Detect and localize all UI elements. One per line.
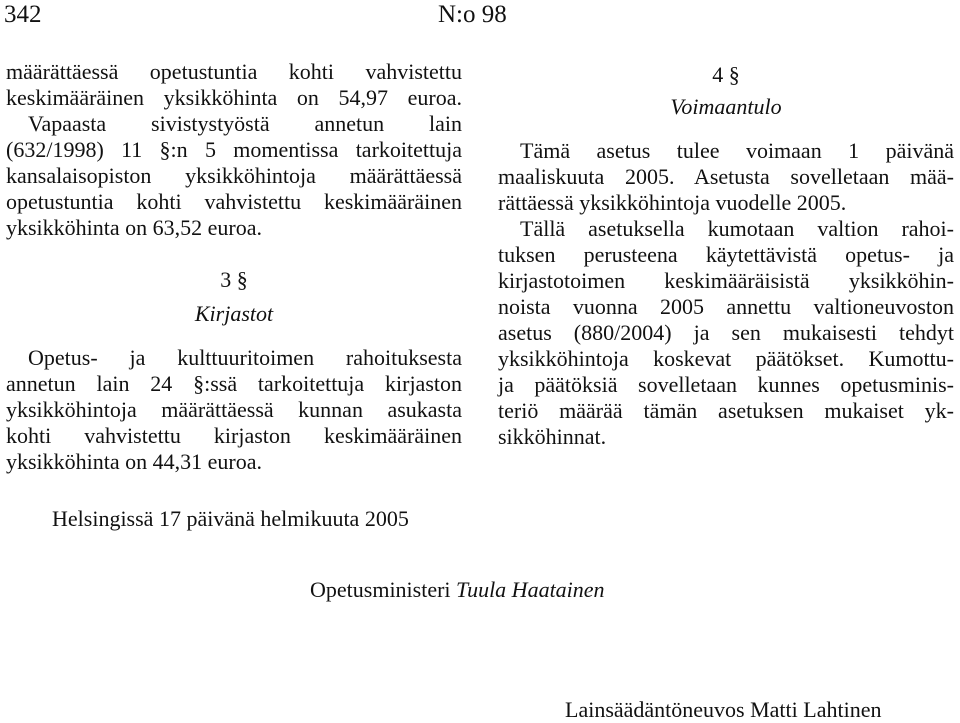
text-line: yksikköhinta on 63,52 euroa.: [6, 215, 263, 240]
text-line: teriö määrää tämän asetuksen mukaiset yk-: [498, 398, 954, 423]
text-line: määrättäessä opetustuntia kohti vahvistettu: [6, 59, 462, 84]
text-line: yksikköhintoja koskevat päätökset. Kumottu-: [498, 346, 954, 371]
text-line: Vapaasta sivistystyöstä annetun lain: [28, 111, 462, 136]
text-line: kirjastotoimen keskimääräisistä yksikköhin-: [498, 268, 954, 293]
text-line: rättäessä yksikköhintoja vuodelle 2005.: [498, 190, 847, 215]
section-title: Voimaantulo: [670, 94, 782, 119]
text-line: asetus (880/2004) ja sen mukaisesti tehdyt: [498, 320, 954, 345]
counsel-signature: Lainsäädäntöneuvos Matti Lahtinen: [565, 697, 882, 722]
issue-number: N:o 98: [438, 1, 507, 28]
minister-signature: [310, 577, 605, 603]
text-line: (632/1998) 11 §:n 5 momentissa tarkoitettuja: [6, 137, 462, 162]
text-line: kansalaisopiston yksikköhintoja määrättäessä: [6, 163, 462, 188]
text-line: yksikköhinta on 44,31 euroa.: [6, 449, 263, 474]
text-line: tuksen perusteena käytettävistä opetus- ja: [498, 242, 954, 267]
text-line: noista vuonna 2005 annettu valtioneuvoston: [498, 294, 954, 319]
text-line: opetustuntia kohti vahvistettu keskimääräinen: [6, 189, 462, 214]
section-number: 4 §: [712, 62, 740, 87]
minister-title: Opetusministeri: [310, 577, 451, 602]
text-line: Tämä asetus tulee voimaan 1 päivänä: [520, 138, 954, 163]
section-number: 3 §: [220, 267, 248, 292]
minister-name: Tuula Haatainen: [456, 577, 605, 602]
place-date: Helsingissä 17 päivänä helmikuuta 2005: [52, 506, 409, 531]
text-line: annetun lain 24 §:ssä tarkoitettuja kirjaston: [6, 371, 462, 396]
text-line: yksikköhintoja määrättäessä kunnan asukasta: [6, 397, 462, 422]
left-column: [6, 59, 462, 475]
section-title: Kirjastot: [194, 301, 274, 326]
text-line: ja päätöksiä sovelletaan kunnes opetusminis-: [498, 372, 954, 397]
text-line: kohti vahvistettu kirjaston keskimääräinen: [6, 423, 462, 448]
text-line: sikköhinnat.: [498, 424, 607, 449]
right-column: [498, 62, 954, 450]
text-line: Tällä asetuksella kumotaan valtion rahoi-: [520, 216, 954, 241]
text-line: Opetus- ja kulttuuritoimen rahoituksesta: [28, 345, 462, 370]
text-line: keskimääräinen yksikköhinta on 54,97 euroa.: [6, 85, 462, 110]
page-number: 342: [4, 1, 42, 28]
text-line: maaliskuuta 2005. Asetusta sovelletaan mää-: [498, 164, 954, 189]
